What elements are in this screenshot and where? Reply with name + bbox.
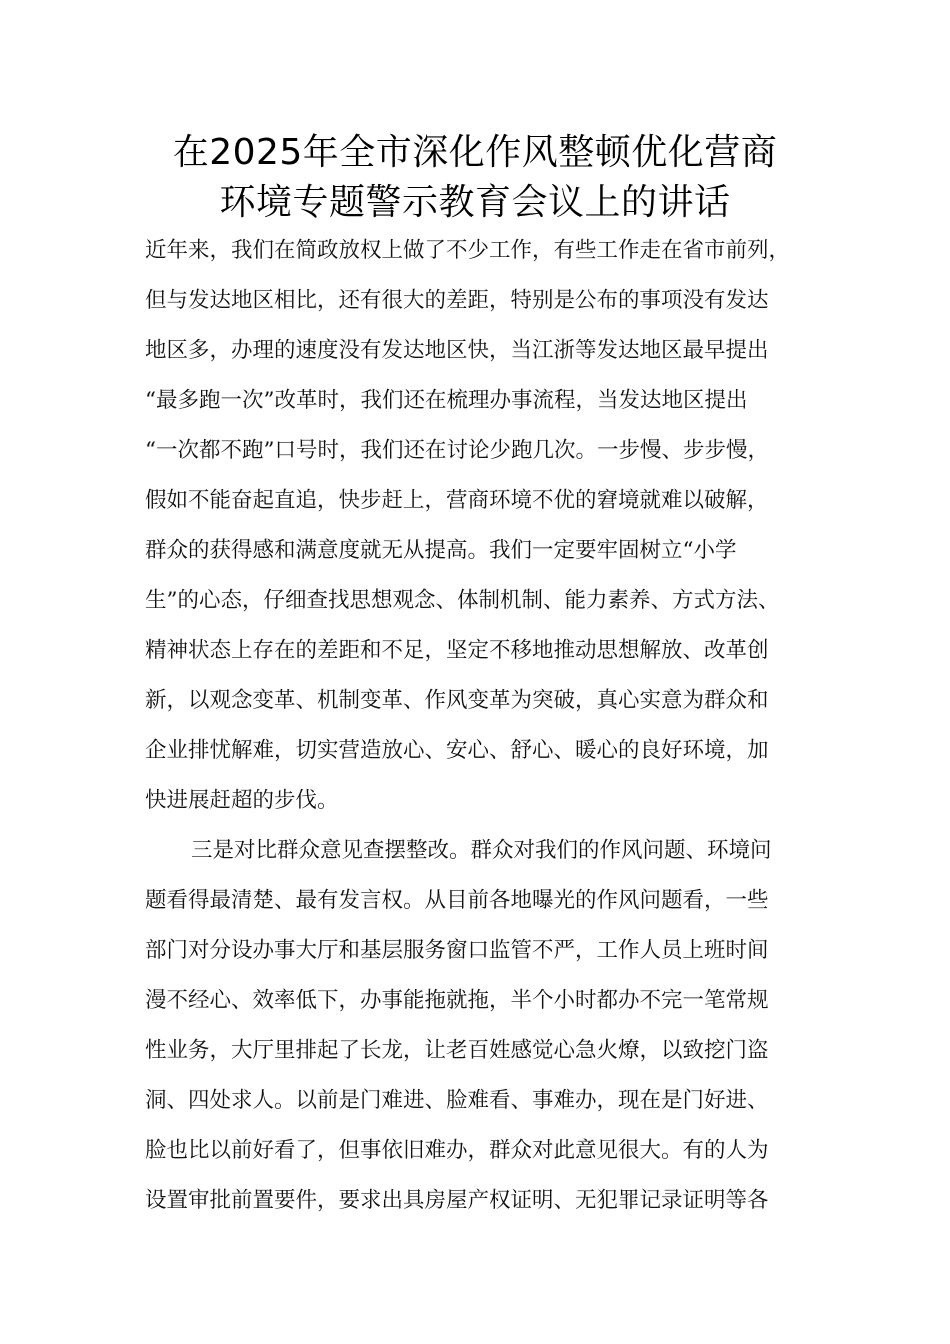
body-line-14: 题看得最清楚、最有发言权。从目前各地曝光的作风问题看，一些 xyxy=(145,888,769,913)
body-line-9: 精神状态上存在的差距和不足，坚定不移地推动思想解放、改革创 xyxy=(145,638,769,663)
body-line-2: 但与发达地区相比，还有很大的差距，特别是公布的事项没有发达 xyxy=(145,288,769,313)
body-line-19: 脸也比以前好看了，但事依旧难办，群众对此意见很大。有的人为 xyxy=(145,1138,769,1163)
body-line-1: 近年来，我们在简政放权上做了不少工作，有些工作走在省市前列， xyxy=(145,238,791,263)
body-line-12: 快进展赶超的步伐。 xyxy=(145,788,339,813)
body-line-11: 企业排忧解难，切实营造放心、安心、舒心、暖心的良好环境，加 xyxy=(145,738,769,763)
body-line-3: 地区多，办理的速度没有发达地区快，当江浙等发达地区最早提出 xyxy=(145,338,769,363)
body-line-6: 假如不能奋起直追，快步赶上，营商环境不优的窘境就难以破解， xyxy=(145,488,769,513)
body-line-18: 洞、四处求人。以前是门难进、脸难看、事难办，现在是门好进、 xyxy=(145,1088,769,1113)
body-line-4: “最多跑一次”改革时，我们还在梳理办事流程，当发达地区提出 xyxy=(145,388,748,413)
document-title-line-1: 在2025年全市深化作风整顿优化营商 xyxy=(172,132,778,173)
body-line-20: 设置审批前置要件，要求出具房屋产权证明、无犯罪记录证明等各 xyxy=(145,1188,769,1213)
body-line-8: 生”的心态，仔细查找思想观念、体制机制、能力素养、方式方法、 xyxy=(145,588,780,613)
body-line-16: 漫不经心、效率低下，办事能拖就拖，半个小时都办不完一笔常规 xyxy=(145,988,769,1013)
body-line-7: 群众的获得感和满意度就无从提高。我们一定要牢固树立“小学 xyxy=(145,538,737,563)
body-line-10: 新，以观念变革、机制变革、作风变革为突破，真心实意为群众和 xyxy=(145,688,769,713)
body-line-13: 三是对比群众意见查摆整改。群众对我们的作风问题、环境问 xyxy=(191,838,772,863)
body-line-15: 部门对分设办事大厅和基层服务窗口监管不严，工作人员上班时间 xyxy=(145,938,769,963)
document-title-line-2: 环境专题警示教育会议上的讲话 xyxy=(219,182,731,223)
body-line-5: “一次都不跑”口号时，我们还在讨论少跑几次。一步慢、步步慢， xyxy=(145,438,769,463)
body-line-17: 性业务，大厅里排起了长龙，让老百姓感觉心急火燎，以致挖门盗 xyxy=(145,1038,769,1063)
